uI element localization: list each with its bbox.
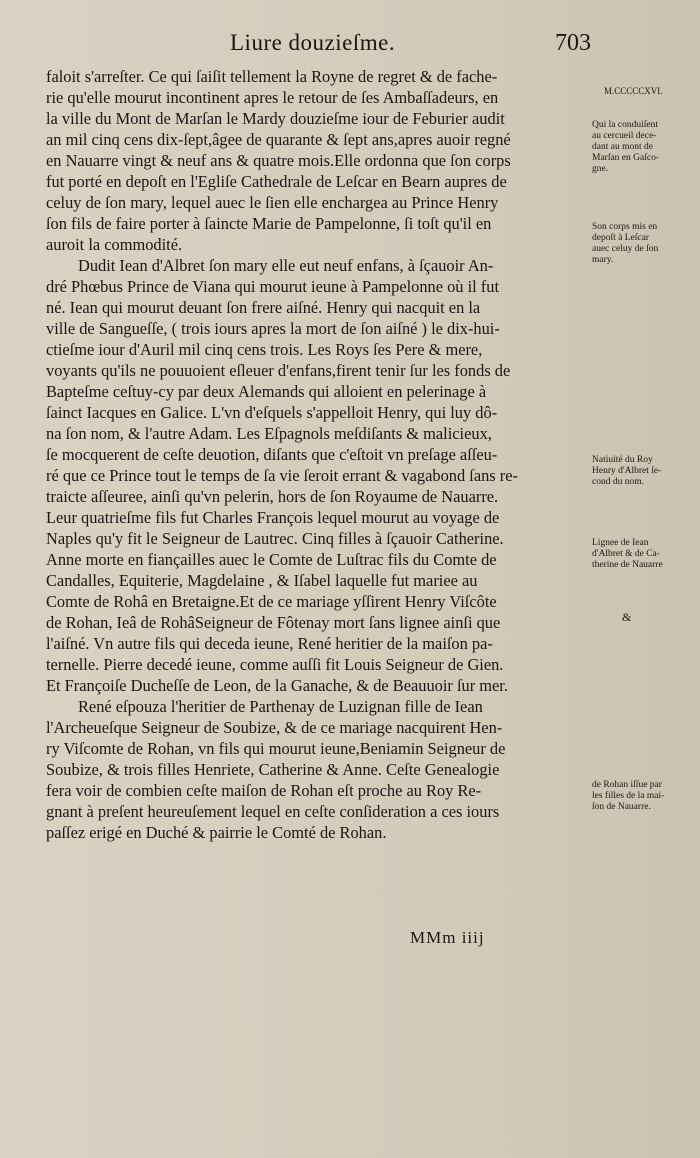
margin-note [592, 455, 698, 488]
text-line: Soubize, & trois filles Henriete, Catherine & Anne. Ceſte Genealogie [46, 760, 500, 779]
note-line: auec celuy de ſon [592, 244, 659, 254]
text-line: dré Phœbus Prince de Viana qui mourut ieune à Pampelonne où il fut [46, 277, 500, 296]
note-line: Qui la conduiſent [592, 120, 658, 130]
note-line: depoſt à Leſcar [592, 233, 649, 243]
text-line: traicte aſſeuree, ainſi qu'vn pelerin, hors de ſon Royaume de Nauarre. [46, 487, 499, 506]
margin-year: M.CCCCCXVI. [604, 86, 663, 96]
text-line: la ville du Mont de Marſan le Mardy douzieſme iour de Feburier audit [46, 109, 505, 128]
note-line: mary. [592, 255, 614, 265]
text-line: Candalles, Equiterie, Magdelaine , & Iſabel laquelle fut mariee au [46, 571, 478, 590]
text-line: ſon fils de faire porter à ſaincte Marie de Pampelonne, ſi toſt qu'il en [46, 214, 492, 233]
text-line: Comte de Rohâ en Bretaigne.Et de ce mariage yſſirent Henry Viſcôte [46, 592, 497, 611]
text-line: fera voir de combien ceſte maiſon de Rohan eſt proche au Roy Re- [46, 781, 482, 800]
margin-note [592, 780, 698, 813]
text-line: celuy de ſon mary, lequel auec le ſien elle enchargea au Prince Henry [46, 193, 499, 212]
text-line: l'Archeueſque Seigneur de Soubize, & de ce mariage nacquirent Hen- [46, 718, 503, 737]
text-line: voyants qu'ils ne pouuoient eſleuer d'enfans,firent tenir ſur les fonds de [46, 361, 511, 380]
note-line: de Rohan iſſue par [592, 780, 662, 790]
text-line: ré que ce Prince tout le temps de ſa vie ſeroit errant & vagabond ſans re- [46, 466, 518, 485]
running-head: Liure douzieſme. [230, 30, 396, 55]
margin-note [592, 538, 698, 571]
text-line: Naples qu'y fit le Seigneur de Lautrec. Cinq filles à ſçauoir Catherine. [46, 529, 504, 548]
text-line: fut porté en depoſt en l'Egliſe Cathedrale de Leſcar en Bearn aupres de [46, 172, 507, 191]
text-line: l'aiſné. Vn autre fils qui deceda ieune, René heritier de la maiſon pa- [46, 634, 493, 653]
note-line: dant au mont de [592, 142, 653, 152]
note-line: Lignee de Iean [592, 538, 649, 548]
text-line: an mil cinq cens dix-ſept,âgee de quarante & ſept ans,apres auoir regné [46, 130, 511, 149]
note-line: d'Albret & de Ca- [592, 549, 660, 559]
signature-mark: MMm iiij [410, 928, 485, 947]
text-line: ternelle. Pierre decedé ieune, comme auſſi fit Louis Seigneur de Gien. [46, 655, 504, 674]
note-line: au cercueil dece- [592, 131, 657, 141]
note-line: gne. [592, 164, 609, 174]
main-text [46, 66, 586, 843]
note-line: Natiuité du Roy [592, 455, 653, 465]
text-line: na ſon nom, & l'autre Adam. Les Eſpagnols meſdiſants & malicieux, [46, 424, 492, 443]
page-number: 703 [555, 30, 591, 56]
text-line: ry Viſcomte de Rohan, vn fils qui mourut ieune,Beniamin Seigneur de [46, 739, 506, 758]
text-line: en Nauarre vingt & neuf ans & quatre mois.Elle ordonna que ſon corps [46, 151, 511, 170]
text-line: ſainct Iacques en Galice. L'vn d'eſquels s'appelloit Henry, qui luy dô- [46, 403, 498, 422]
note-line: les filles de la mai- [592, 791, 665, 801]
text-line: René eſpouza l'heritier de Parthenay de Luzignan fille de Iean [78, 697, 483, 716]
text-line: Dudit Iean d'Albret ſon mary elle eut neuf enfans, à ſçauoir An- [78, 256, 494, 275]
text-line: ſe mocquerent de ceſte deuotion, diſants que c'eſtoit vn preſage aſſeu- [46, 445, 498, 464]
margin-note [592, 120, 698, 175]
text-line: gnant à preſent heureuſement lequel en ceſte conſideration a ces iours [46, 802, 500, 821]
text-line: né. Iean qui mourut deuant ſon frere aiſné. Henry qui nacquit en la [46, 298, 481, 317]
note-line: cond du nom. [592, 477, 644, 487]
margin-note [592, 222, 698, 266]
text-line: ville de Sangueſſe, ( trois iours apres la mort de ſon aiſné ) le dix-hui- [46, 319, 500, 338]
text-line: Et Françoiſe Ducheſſe de Leon, de la Ganache, & de Beauuoir ſur mer. [46, 676, 508, 695]
text-line: faloit s'arreſter. Ce qui ſaiſit tellement la Royne de regret & de fache- [46, 67, 498, 86]
margin-mark: & [622, 610, 632, 624]
text-line: Anne morte en fiançailles auec le Comte de Luſtrac fils du Comte de [46, 550, 497, 569]
note-line: therine de Nauarre [592, 560, 663, 570]
text-line: ctieſme iour d'Auril mil cinq cens trois. Les Roys ſes Pere & mere, [46, 340, 483, 359]
note-line: ſon de Nauarre. [592, 802, 651, 812]
note-line: Henry d'Albret ſe- [592, 466, 662, 476]
text-line: Leur quatrieſme fils fut Charles François lequel mourut au voyage de [46, 508, 500, 527]
text-line: rie qu'elle mourut incontinent apres le retour de ſes Ambaſſadeurs, en [46, 88, 499, 107]
note-line: Son corps mis en [592, 222, 658, 232]
text-line: auroit la commodité. [46, 235, 183, 254]
text-line: paſſez erigé en Duché & pairrie le Comté de Rohan. [46, 823, 387, 842]
text-line: Bapteſme ceſtuy-cy par deux Alemands qui alloient en pelerinage à [46, 382, 487, 401]
note-line: Marſan en Gaſco- [592, 153, 659, 163]
text-line: de Rohan, Ieâ de RohâSeigneur de Fôtenay mort ſans lignee ainſi que [46, 613, 501, 632]
